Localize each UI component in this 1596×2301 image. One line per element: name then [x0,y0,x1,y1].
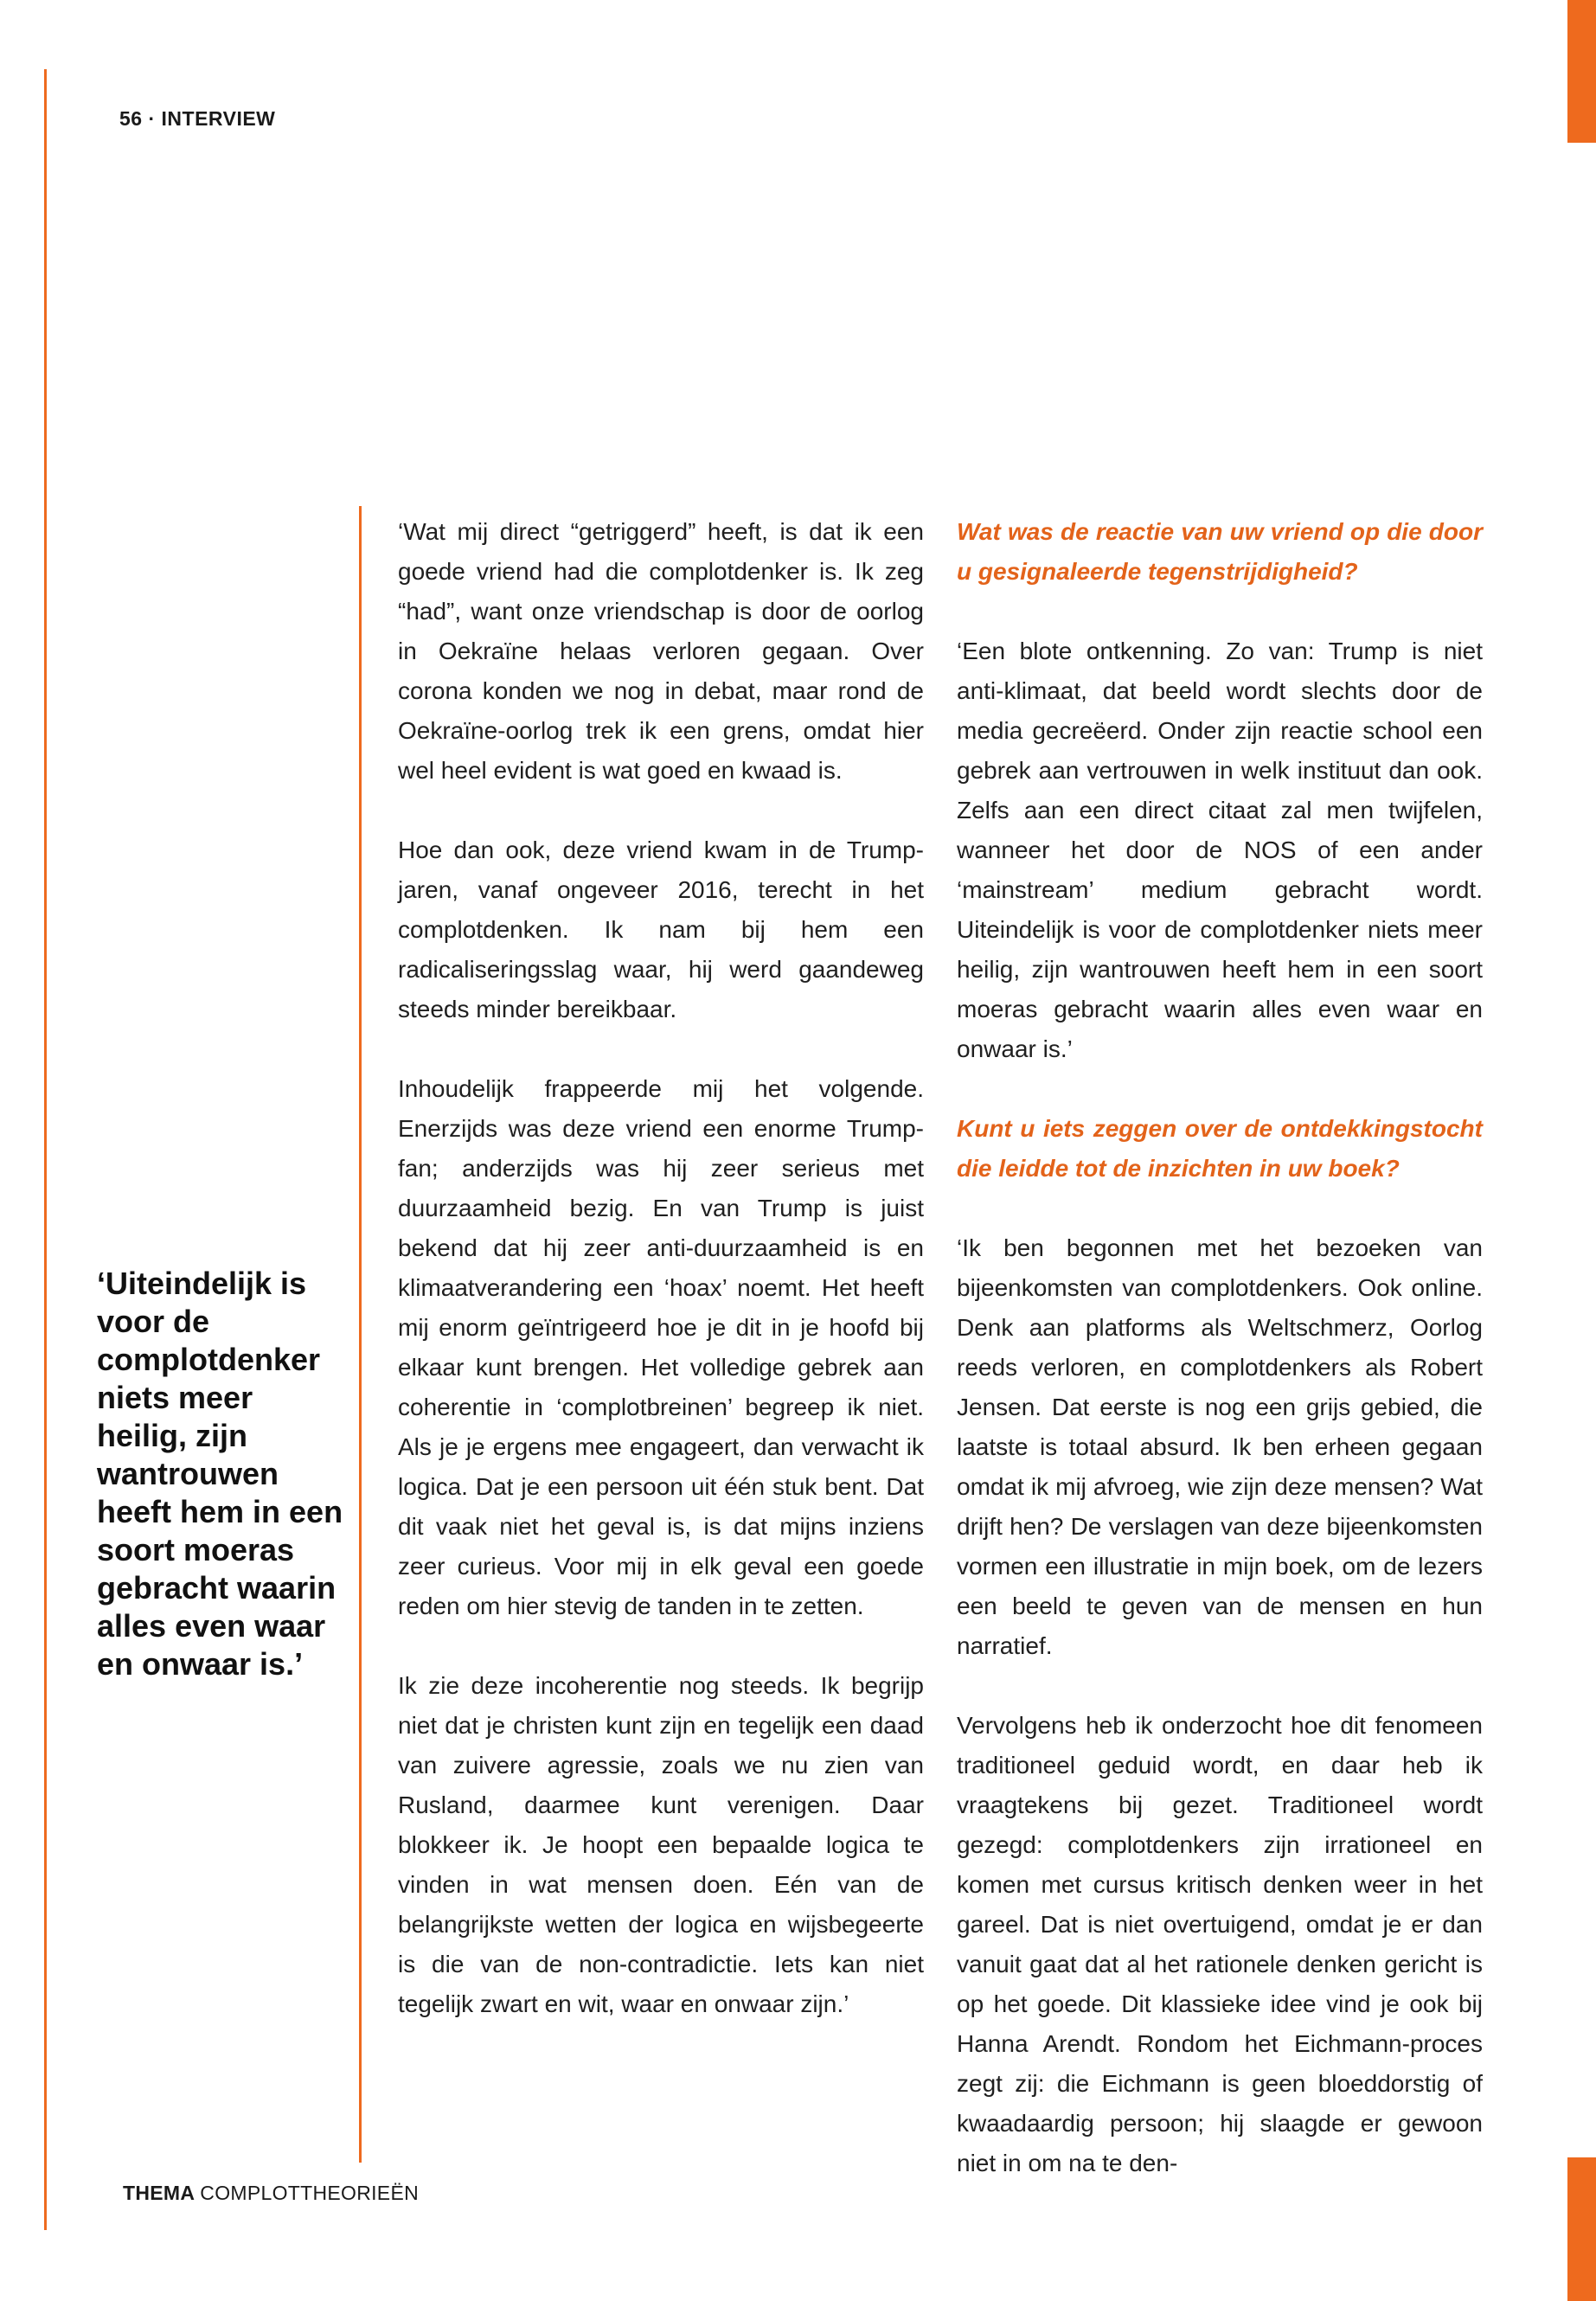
orange-edge-tab-bottom [1567,2157,1596,2301]
page-footer [123,2182,419,2205]
page-header: 56 · INTERVIEW [119,107,276,130]
left-margin-rule [44,69,47,2230]
paragraph: Hoe dan ook, deze vriend kwam in de Trump-jaren, vanaf ongeveer 2016, terecht in het complotdenken. Ik nam bij hem een radicaliseringsslag waar, hij werd gaandeweg steeds minder bereikbaar. [398,836,924,1022]
article-column-right [957,512,1483,2183]
paragraph: ‘Wat mij direct “getriggerd” heeft, is dat ik een goede vriend had die complotdenker is. Ik zeg “had”, want onze vriendschap is door de oorlog in Oekraïne helaas verloren gegaan. Over corona konden we nog in debat, maar rond de Oekraïne-oorlog trek ik een grens, omdat hier wel heel evident is wat goed en kwaad is. [398,518,924,784]
orange-edge-tab-top [1567,0,1596,143]
paragraph: Vervolgens heb ik onderzocht hoe dit fenomeen traditioneel geduid wordt, en daar heb ik vraagtekens bij gezet. Traditioneel wordt gezegd: complotdenkers zijn irrationeel en komen met cursus kritisch denken weer in het gareel. Dat is niet overtuigend, omdat je er dan vanuit gaat dat al het rationele denken gericht is op het goede. Dit klassieke idee vind je ook bij Hanna Arendt. Rondom het Eichmann-proces zegt zij: die Eichmann is geen bloeddorstig of kwaadaardig persoon; hij slaagde er gewoon niet in om na te den- [957,1712,1483,2176]
footer-topic: COMPLOTTHEORIEËN [200,2182,419,2204]
pull-quote: ‘Uiteindelijk is voor de complotdenker niets meer heilig, zijn wantrouwen heeft hem in een soort moeras gebracht waarin alles even waar en onwaar is.’ [97,1266,343,1682]
interview-question: Kunt u iets zeggen over de ontdekkingstocht die leidde tot de inzichten in uw boek? [957,1115,1483,1182]
paragraph: Ik zie deze incoherentie nog steeds. Ik begrijp niet dat je christen kunt zijn en tegelijk een daad van zuivere agressie, zoals we nu zien van Rusland, daarmee kunt verenigen. Daar blokkeer ik. Je hoopt een bepaalde logica te vinden in wat mensen doen. Eén van de belangrijkste wetten der logica en wijsbegeerte is die van de non-contradictie. Iets kan niet tegelijk zwart en wit, waar en onwaar zijn.’ [398,1672,924,2017]
interview-question: Wat was de reactie van uw vriend op die door u gesignaleerde tegenstrijdigheid? [957,518,1483,585]
paragraph: ‘Ik ben begonnen met het bezoeken van bijeenkomsten van complotdenkers. Ook online. Denk aan platforms als Weltschmerz, Oorlog reeds verloren, en complotdenkers als Robert Jensen. Dat eerste is nog een grijs gebied, die laatste is totaal absurd. Ik ben erheen gegaan omdat ik mij afvroeg, wie zijn deze mensen? Wat drijft hen? De verslagen van deze bijeenkomsten vormen een illustratie in mijn boek, om de lezers een beeld te geven van de mensen en hun narratief. [957,1234,1483,1659]
paragraph: Inhoudelijk frappeerde mij het volgende. Enerzijds was deze vriend een enorme Trump-fan; anderzijds was hij zeer serieus met duurzaamheid bezig. En van Trump is juist bekend dat hij zeer anti-duurzaamheid is en klimaatverandering een ‘hoax’ noemt. Het heeft mij enorm geïntrigeerd hoe je dit in je hoofd bij elkaar kunt brengen. Het volledige gebrek aan coherentie in ‘complotbreinen’ begreep ik niet. Als je je ergens mee engageert, dan verwacht ik logica. Dat je een persoon uit één stuk bent. Dat dit vaak niet het geval is, is dat mijns inziens zeer curieus. Voor mij in elk geval een goede reden om hier stevig de tanden in te zetten. [398,1075,924,1619]
column-divider-rule [359,506,362,2163]
paragraph: ‘Een blote ontkenning. Zo van: Trump is niet anti-klimaat, dat beeld wordt slechts door de media gecreëerd. Onder zijn reactie school een gebrek aan vertrouwen in welk instituut dan ook. Zelfs aan een direct citaat zal men twijfelen, wanneer het door de NOS of een ander ‘mainstream’ medium gebracht wordt. Uiteindelijk is voor de complotdenker niets meer heilig, zijn wantrouwen heeft hem in een soort moeras gebracht waarin alles even waar en onwaar is.’ [957,638,1483,1062]
article-column-middle [398,512,924,2024]
footer-theme: THEMA [123,2182,195,2204]
